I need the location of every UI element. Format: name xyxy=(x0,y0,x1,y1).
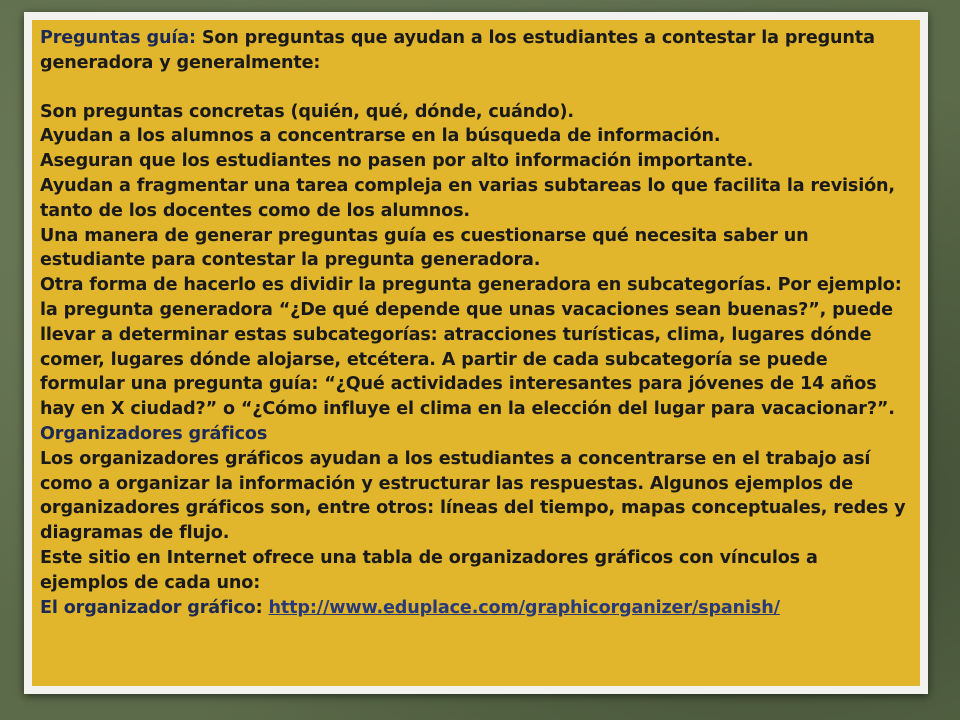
intro-paragraph xyxy=(40,26,910,76)
guide-point-4: Ayudan a fragmentar una tarea compleja en varias subtareas lo que facilita la revisión, tanto de los docentes como de los alumnos. xyxy=(40,175,895,221)
section-heading: Organizadores gráficos xyxy=(40,423,268,444)
guide-point-1: Son preguntas concretas (quién, qué, dónde, cuándo). xyxy=(40,101,574,122)
guide-point-6: Otra forma de hacerlo es dividir la pregunta generadora en subcategorías. Por ejemplo: la pregunta generadora “¿De qué depende que unas vacaciones sean buenas?”, puede llevar a determinar estas subcategorías: atracciones turísticas, clima, lugares dónde comer, lugares dónde alojarse, etcétera. A partir de cada subcategoría se puede formular una pregunta guía: “¿Qué actividades interesantes para jóvenes de 14 años hay en X ciudad?” o “¿Cómo influye el clima en la elección del lugar para vacacionar?”. xyxy=(40,275,902,420)
link-label: El organizador gráfico xyxy=(40,597,256,618)
guide-point-5: Una manera de generar preguntas guía es cuestionarse qué necesita saber un estudiante para contestar la pregunta generadora. xyxy=(40,225,809,271)
link-separator: : xyxy=(255,597,269,618)
intro-heading: Preguntas guía: xyxy=(40,28,196,48)
organizers-paragraph-1: Los organizadores gráficos ayudan a los estudiantes a concentrarse en el trabajo así como a organizar la información y estructurar las respuestas. Algunos ejemplos de organizadores gráficos son, entre otros: líneas del tiempo, mapas conceptuales, redes y diagramas de flujo. xyxy=(40,448,906,544)
organizer-link[interactable]: http://www.eduplace.com/graphicorganizer/spanish/ xyxy=(268,597,780,618)
intro-text: Son preguntas que ayudan a los estudiantes a contestar la pregunta generadora y generalmente: xyxy=(40,28,875,73)
guide-point-3: Aseguran que los estudiantes no pasen por alto información importante. xyxy=(40,151,754,172)
link-line xyxy=(40,596,910,621)
slide-content xyxy=(40,26,910,620)
paragraph-spacer xyxy=(40,76,910,100)
content-panel xyxy=(32,20,920,686)
guide-point-2: Ayudan a los alumnos a concentrarse en la búsqueda de información. xyxy=(40,126,721,147)
slide-frame xyxy=(24,12,928,694)
organizers-paragraph-2: Este sitio en Internet ofrece una tabla de organizadores gráficos con vínculos a ejemplos de cada uno: xyxy=(40,547,818,593)
